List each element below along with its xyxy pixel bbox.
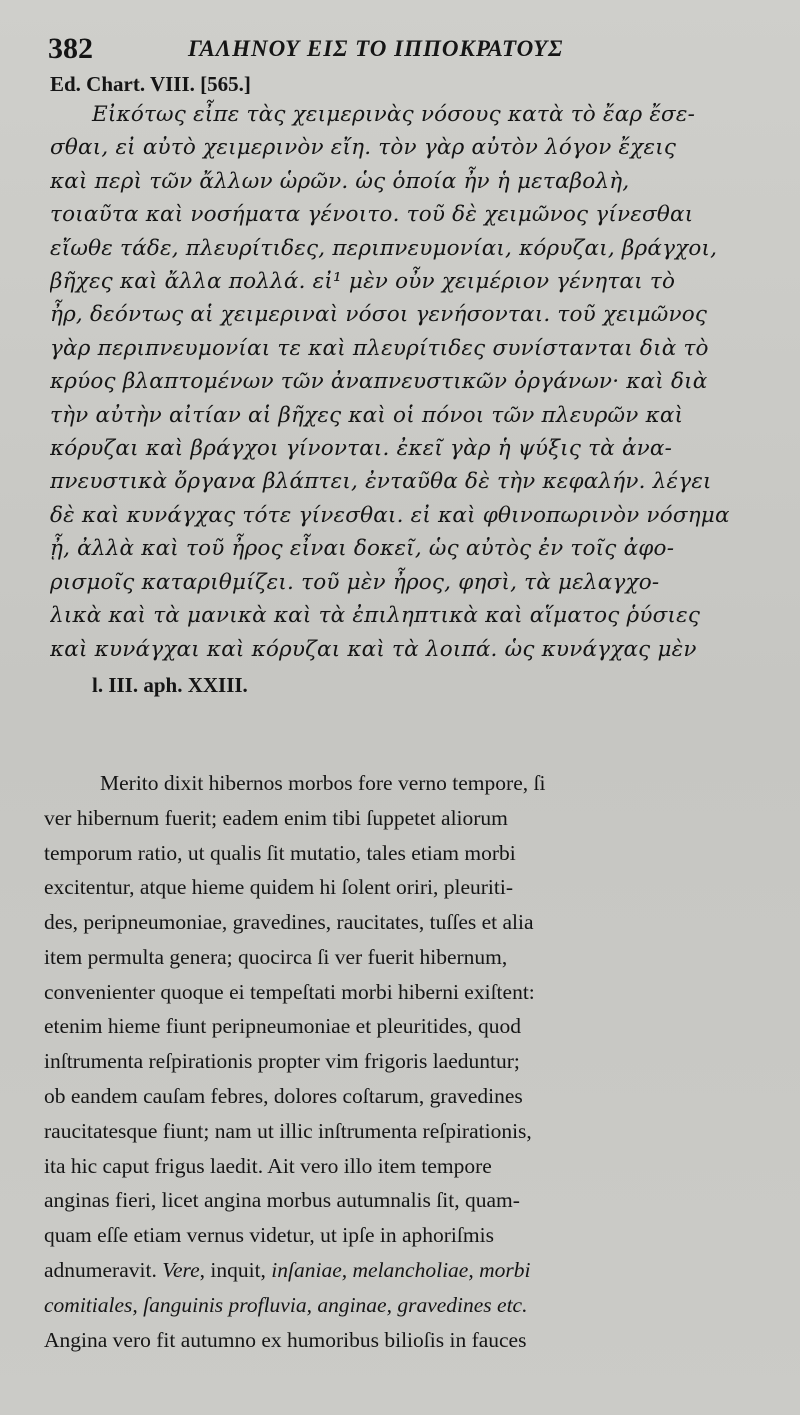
greek-line: τοιαῦτα καὶ νοσήματα γένοιτο. τοῦ δὲ χειμῶνος γίνεσθαι [50,202,694,228]
greek-line: ᾖ, ἀλλὰ καὶ τοῦ ἦρος εἶναι δοκεῖ, ὡς αὐτὸς ἐν τοῖς ἀφο- [50,536,675,562]
greek-line: λικὰ καὶ τὰ μανικὰ καὶ τὰ ἐπιληπτικὰ καὶ αἵματος ῥύσιες [50,603,701,629]
greek-line: καὶ κυνάγχαι καὶ κόρυζαι καὶ τὰ λοιπά. ὡς κυνάγχας μὲν [50,636,697,662]
aphorism-reference: l. III. aph. XXIII. [92,672,248,697]
latin-line: convenienter quoque ei tempeſtati morbi hiberni exiſtent: [44,979,535,1004]
latin-line: excitentur, atque hieme quidem hi ſolent oriri, pleuriti- [44,875,514,900]
latin-quote-italic: Vere [162,1258,200,1283]
greek-line: δὲ καὶ κυνάγχας τότε γίνεσθαι. εἰ καὶ φθινοπωρινὸν νόσημα [50,502,730,528]
latin-quote-italic: comitiales, ſanguinis profluvia, anginae, gravedines etc. [44,1292,528,1317]
greek-line: ρισμοῖς καταριθμίζει. τοῦ μὲν ἦρος, φησὶ, τὰ μελαγχο- [50,569,660,595]
latin-line [38,1253,770,1288]
latin-quote-italic: inſaniae, melancholiae, morbi [271,1258,531,1283]
greek-line: ἦρ, δεόντως αἱ χειμεριναὶ νόσοι γενήσονται. τοῦ χειμῶνος [50,302,708,328]
latin-line: inſtrumenta reſpirationis propter vim frigoris laeduntur; [44,1049,520,1074]
latin-text [38,766,770,1358]
greek-line: γὰρ περιπνευμονίαι τε καὶ πλευρίτιδες συνίστανται διὰ τὸ [50,335,709,361]
latin-line [38,1288,770,1323]
latin-line: Angina vero fit autumno ex humoribus bilioſis in fauces [44,1327,527,1352]
greek-line: πνευστικὰ ὄργανα βλάπτει, ἐνταῦθα δὲ τὴν κεφαλήν. λέγει [50,469,712,495]
greek-line: σθαι, εἰ αὐτὸ χειμερινὸν εἴη. τὸν γὰρ αὐτὸν λόγον ἔχεις [50,135,677,161]
latin-line: ob eandem cauſam febres, dolores coſtarum, gravedines [44,1084,523,1109]
page-number: 382 [48,32,93,65]
latin-line: ita hic caput frigus laedit. Ait vero illo item tempore [44,1153,492,1178]
edition-reference: Ed. Chart. VIII. [565.] [50,72,251,96]
greek-line: τὴν αὐτὴν αἰτίαν αἱ βῆχες καὶ οἱ πόνοι τῶν πλευρῶν καὶ [50,402,684,428]
latin-line: etenim hieme fiunt peripneumoniae et pleuritides, quod [44,1014,522,1039]
greek-line: βῆχες καὶ ἄλλα πολλά. εἰ¹ μὲν οὖν χειμέριον γένηται τὸ [50,269,676,295]
latin-line: raucitatesque fiunt; nam ut illic inſtrumenta reſpirationis, [44,1118,532,1143]
page-header [38,30,770,70]
latin-line: des, peripneumoniae, gravedines, raucitates, tuſſes et alia [44,910,534,935]
greek-line: κόρυζαι καὶ βράγχοι γίνονται. ἐκεῖ γὰρ ἡ ψύξις τὰ ἀνα- [50,436,673,462]
latin-line: quam eſſe etiam vernus videtur, ut ipſe in aphoriſmis [44,1223,494,1248]
greek-line: εἴωθε τάδε, πλευρίτιδες, περιπνευμονίαι, κόρυζαι, βράγχοι, [50,235,718,261]
greek-line: Εἰκότως εἶπε τὰς χειμερινὰς νόσους κατὰ τὸ ἔαρ ἔσε- [92,102,696,127]
greek-text [38,98,770,666]
greek-line: καὶ περὶ τῶν ἄλλων ὡρῶν. ὡς ὁποία ἦν ἡ μεταβολὴ, [50,168,630,194]
running-title: ΓΑΛΗΝΟΥ ΕΙΣ ΤΟ ΙΠΠΟΚΡΑΤΟΥΣ [188,36,564,61]
latin-line: anginas fieri, licet angina morbus autumnalis ſit, quam- [44,1188,520,1213]
latin-line: Merito dixit hibernos morbos fore verno tempore, ſi [100,770,546,795]
latin-text-segment: , inquit, [199,1258,272,1283]
latin-text-segment: adnumeravit. [44,1258,163,1283]
latin-line: item permulta genera; quocirca ſi ver fuerit hibernum, [44,944,508,969]
latin-line: temporum ratio, ut qualis ſit mutatio, tales etiam morbi [44,840,516,865]
latin-line: ver hibernum fuerit; eadem enim tibi ſuppetet aliorum [44,805,508,830]
greek-line: κρύος βλαπτομένων τῶν ἀναπνευστικῶν ὀργάνων· καὶ διὰ [50,369,708,395]
